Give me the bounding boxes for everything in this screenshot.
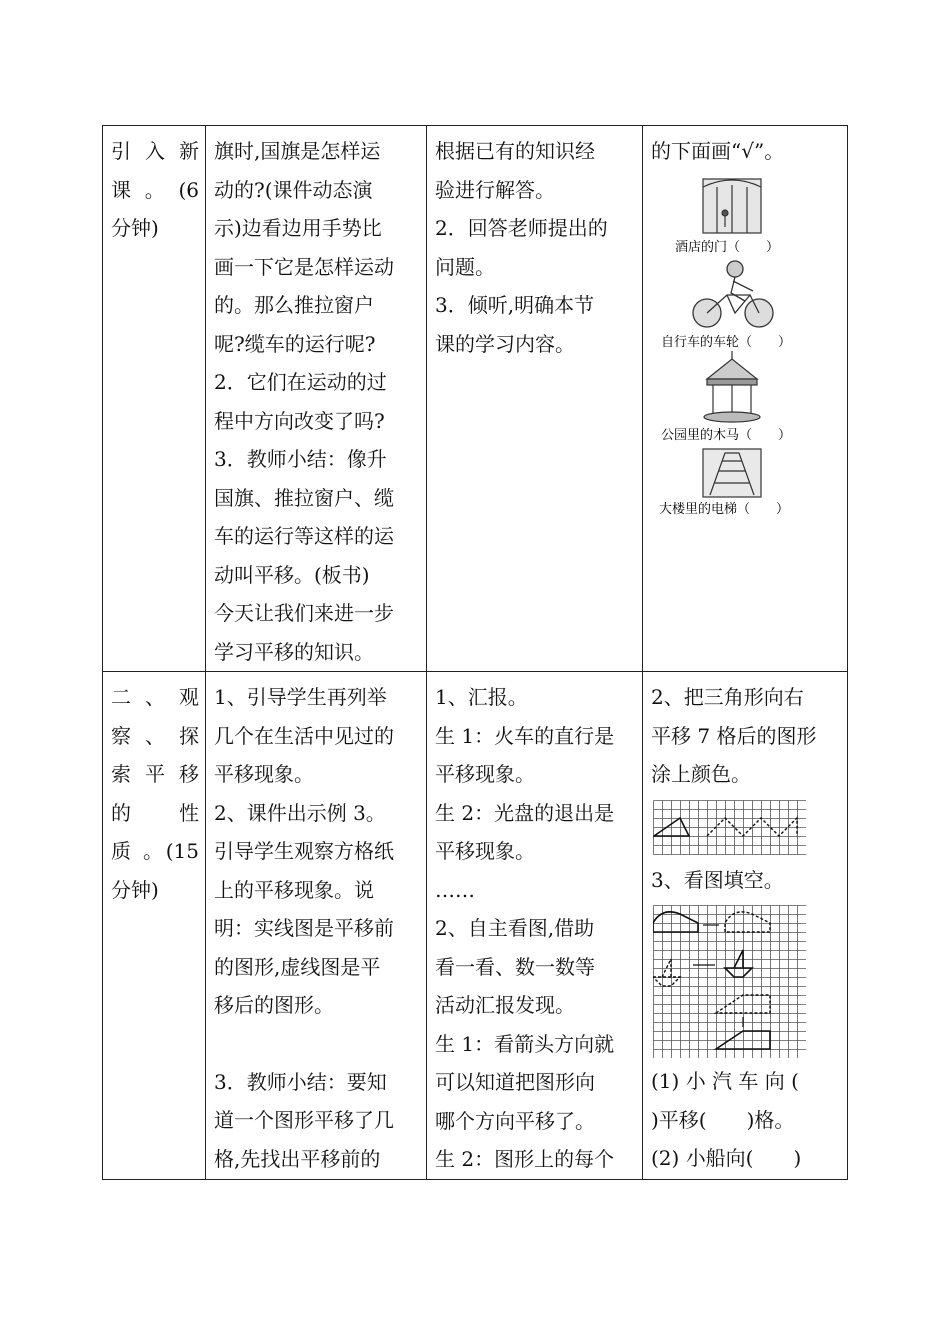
text-line: 动叫平移。(板书)	[214, 562, 370, 587]
text-line: 呢?缆车的运行呢?	[214, 331, 376, 356]
grid-lines	[654, 800, 807, 854]
text-line: 哪个方向平移了。	[435, 1108, 595, 1133]
stage-line: 分钟)	[111, 216, 159, 240]
triangle-grid-figure	[653, 800, 806, 857]
stage-cell	[103, 672, 206, 1180]
text-line: 3、看图填空。	[651, 867, 784, 892]
solid-boat	[725, 950, 752, 977]
text-line: 1、引导学生再列举	[214, 685, 387, 709]
text-line: 2、课件出示例 3。	[214, 800, 386, 825]
escalator-icon	[703, 449, 761, 497]
exercise-cell	[643, 672, 848, 1180]
exercise-cell	[643, 126, 848, 672]
picture-caption: 大楼里的电梯（ ）	[659, 501, 790, 517]
dashed-shape	[716, 995, 770, 1013]
stage-line: 察 、 探	[111, 723, 199, 748]
stage-line: 引 入 新	[111, 139, 199, 163]
picture-caption: 公园里的木马（ ）	[661, 427, 792, 443]
revolving-door-icon	[703, 179, 761, 233]
text-line: 国旗、推拉窗户、缆	[214, 485, 394, 510]
text-line: (2) 小船向( )	[651, 1146, 802, 1170]
picture-choices	[655, 173, 815, 518]
stage-line: 索 平 移	[111, 762, 199, 786]
teacher-activity-cell	[206, 126, 427, 672]
text-line: 动的?(课件动态演	[214, 177, 373, 202]
text-line: 2．它们在运动的过	[214, 370, 387, 394]
text-line: 旗时,国旗是怎样运	[214, 139, 381, 163]
text-line: 的下面画“√”。	[651, 139, 785, 163]
text-line: 移后的图形。	[214, 993, 334, 1017]
stage-line: 分钟)	[111, 877, 159, 902]
text-line: 今天让我们来进一步	[214, 601, 394, 625]
text-line: 格,先找出平移前的	[214, 1146, 381, 1171]
text-line: 平移 7 格后的图形	[651, 723, 817, 748]
text-line: 生 2：光盘的退出是	[435, 800, 615, 825]
text-line: 画一下它是怎样运动	[214, 254, 394, 279]
text-line: (1) 小 汽 车 向 (	[651, 1069, 799, 1093]
text-line: 涂上颜色。	[651, 762, 751, 786]
text-line: 程中方向改变了吗?	[214, 408, 385, 433]
text-line: 平移现象。	[435, 839, 535, 863]
text-line: 道一个图形平移了几	[214, 1108, 394, 1132]
student-activity-cell	[427, 672, 643, 1180]
bicycle-rider-icon	[693, 261, 773, 327]
text-line: 2、自主看图,借助	[435, 916, 595, 940]
stage-line: 课 。 (6	[111, 177, 199, 202]
text-line: 2．回答老师提出的	[435, 216, 608, 240]
stage-line: 质 。(15	[111, 839, 199, 863]
dashed-boat	[653, 959, 680, 986]
text-line: 平移现象。	[435, 762, 535, 786]
solid-shape	[716, 1031, 770, 1049]
translation-grid-figure	[653, 905, 806, 1058]
text-line: 3．倾听,明确本节	[435, 293, 595, 317]
text-line: 1、汇报。	[435, 685, 528, 709]
stage-line: 二 、 观	[111, 685, 199, 709]
text-line: 车的运行等这样的运	[214, 524, 394, 548]
lesson-plan-table	[102, 125, 848, 1180]
table-row	[103, 126, 848, 672]
text-line: 看一看、数一数等	[435, 954, 595, 979]
text-line: 明：实线图是平移前	[214, 916, 394, 940]
teacher-activity-cell	[206, 672, 427, 1180]
table-row	[103, 672, 848, 1180]
text-line: 问题。	[435, 254, 495, 279]
text-line: 示)边看边用手势比	[214, 216, 382, 240]
text-line: 根据已有的知识经	[435, 139, 595, 163]
text-line: 的图形,虚线图是平	[214, 954, 381, 979]
text-line: 几个在生活中见过的	[214, 723, 394, 748]
text-line: 可以知道把图形向	[435, 1070, 595, 1094]
text-line: 的。那么推拉窗户	[214, 293, 374, 317]
picture-caption: 酒店的门（ ）	[675, 239, 780, 255]
text-line: 2、把三角形向右	[651, 685, 804, 709]
stage-cell	[103, 126, 206, 672]
text-line: 生 1：看箭头方向就	[435, 1031, 615, 1056]
dashed-triangles	[707, 818, 797, 836]
text-line: 3．教师小结：像升	[214, 447, 387, 471]
text-line: 引导学生观察方格纸	[214, 839, 394, 863]
text-line: 上的平移现象。说	[214, 877, 374, 902]
text-line: 3．教师小结：要知	[214, 1069, 387, 1094]
picture-caption: 自行车的车轮（ ）	[661, 334, 792, 350]
text-line: 生 1：火车的直行是	[435, 723, 615, 748]
text-line: 验进行解答。	[435, 177, 555, 202]
text-line: 平移现象。	[214, 762, 314, 786]
text-line: )平移( )格。	[651, 1107, 795, 1132]
carousel-icon	[704, 351, 760, 422]
stage-line: 的 性	[111, 800, 199, 825]
text-line: 活动汇报发现。	[435, 993, 575, 1017]
student-activity-cell	[427, 126, 643, 672]
text-line: 生 2：图形上的每个	[435, 1147, 615, 1171]
grid-lines	[654, 906, 807, 1059]
text-line: 学习平移的知识。	[214, 639, 374, 664]
text-line: ……	[435, 877, 475, 902]
text-line: 课的学习内容。	[435, 331, 575, 356]
